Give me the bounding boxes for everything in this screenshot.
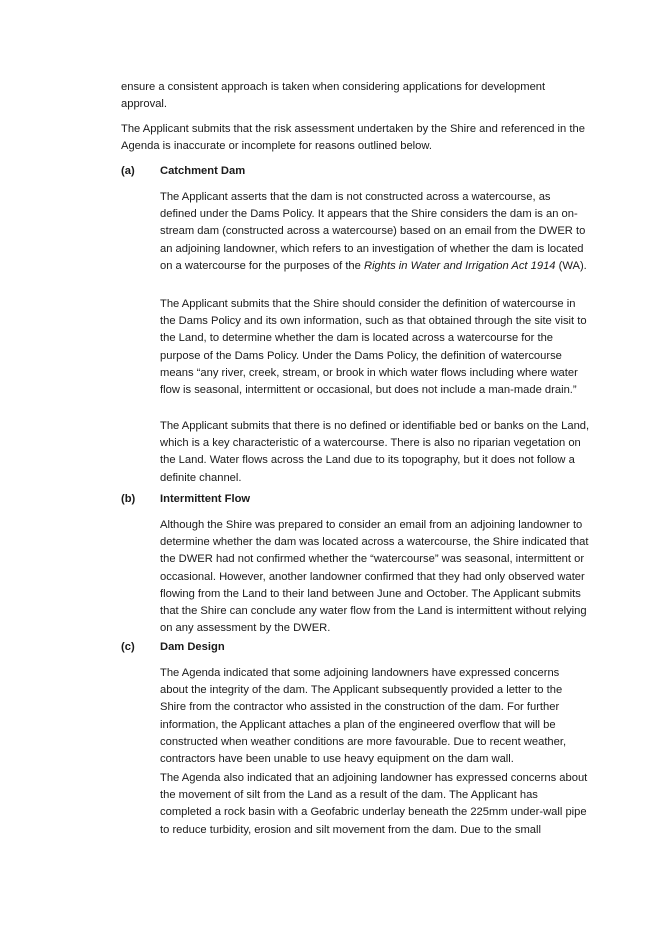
section-a-paragraph-3: The Applicant submits that there is no defined or identifiable bed or banks on the Land, which is a key characteristic of a watercourse. There is also no riparian vegetation on the Land. Water flows across the Land due to its topography, but it does not follow a definite channel. (160, 420, 590, 484)
section-c-paragraph-2: The Agenda also indicated that an adjoining landowner has expressed concerns about the movement of silt from the Land as a result of the dam. The Applicant has completed a rock basin with a Geofabric underlay beneath the 225mm under-wall pipe to reduce turbidity, erosion and silt movement from the dam. Due to the small (160, 772, 588, 836)
section-c-heading: Dam Design (160, 641, 225, 653)
section-a-heading: Catchment Dam (160, 165, 246, 177)
act-title: Rights in Water and Irrigation Act 1914 (363, 259, 556, 272)
section-b-heading: Intermittent Flow (160, 493, 251, 505)
section-a-paragraph-2: The Applicant submits that the Shire should consider the definition of watercourse in the Dams Policy and its own information, such as that obtained through the site visit to the Land, to determine whether the dam is located across a watercourse for the purpose of the Dams Policy. Under the Dams Policy, the definition of watercourse means “any river, creek, stream, or brook in which water flows including where water flow is seasonal, intermittent or occasional, but does not include a man-made drain.” (160, 298, 587, 397)
section-c-number: (c) (121, 641, 135, 653)
section-a-paragraph-1: The Applicant asserts that the dam is not constructed across a watercourse, as defined under the Dams Policy. It appears that the Shire considers the dam is an on-stream dam (constructed across a watercourse) based on an email from the DWER to an adjoining landowner, which refers to an investigation of whether the dam is located on a watercourse for the purposes of the Rights in Water and Irrigation Act 1914 (WA). (160, 191, 587, 272)
section-b-paragraph-1: Although the Shire was prepared to consider an email from an adjoining landowner to determine whether the dam was located across a watercourse, the Shire indicated that the DWER had not confirmed whether the “watercourse” was seasonal, intermittent or occasional. However, another landowner confirmed that they had only observed water flowing from the Land to their land between June and October. The Applicant submits that the Shire can conclude any water flow from the Land is intermittent without relying on any assessment by the DWER. (160, 519, 589, 635)
section-b-number: (b) (121, 493, 136, 505)
section-a-number: (a) (121, 165, 135, 177)
section-c-paragraph-1: The Agenda indicated that some adjoining landowners have expressed concerns about the integrity of the dam. The Applicant subsequently provided a letter to the Shire from the contractor who assisted in the construction of the dam. For further information, the Applicant attaches a plan of the engineered overflow that will be constructed when weather conditions are more favourable. Due to recent weather, contractors have been unable to use heavy equipment on the dam wall. (160, 667, 567, 766)
intro-paragraph-1: ensure a consistent approach is taken when considering applications for development approval. (121, 81, 546, 111)
intro-paragraph-2: The Applicant submits that the risk assessment undertaken by the Shire and referenced in the Agenda is inaccurate or incomplete for reasons outlined below. (121, 123, 585, 153)
